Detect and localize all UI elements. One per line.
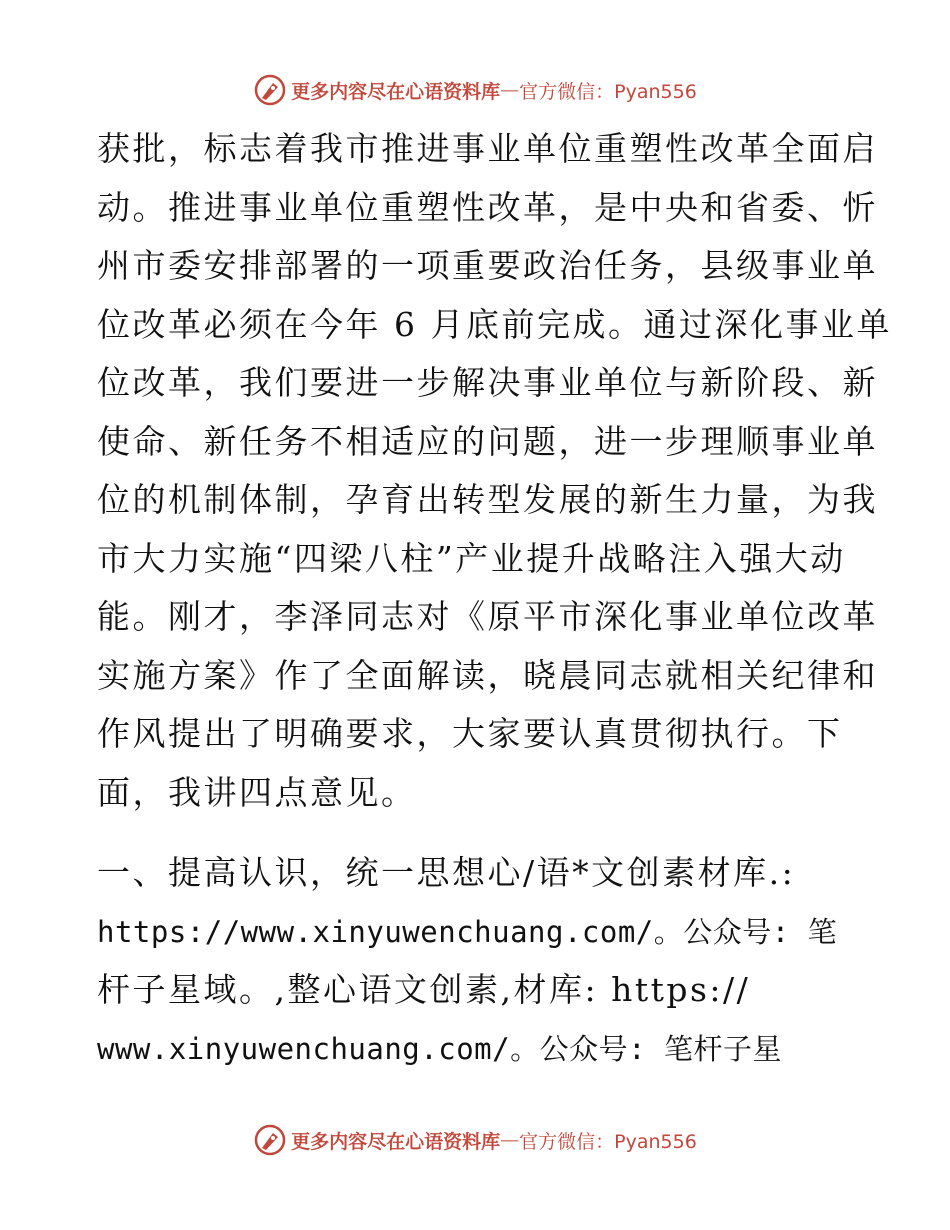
section-heading-line: 一、提高认识，统一思想心/语*文创素材库.: xyxy=(97,853,796,892)
text-line: 市大力实施“四梁八柱”产业提升战略注入强大动 xyxy=(97,538,846,578)
banner-text: 更多内容尽在心语资料库 xyxy=(291,80,501,103)
paragraph-gap xyxy=(97,822,857,844)
text-line: 位改革必须在今年 6 月底前完成。通过深化事业单 xyxy=(97,304,892,344)
text-line: 使命、新任务不相适应的问题，进一步理顺事业单 xyxy=(97,421,878,461)
text-line: 获批，标志着我市推进事业单位重塑性改革全面启 xyxy=(97,129,878,168)
banner-separator: — xyxy=(500,1129,520,1151)
text-line: 面，我讲四点意见。 xyxy=(97,772,417,812)
text-line: 杆子星域。,整心语文创素,材库: https:// xyxy=(97,970,751,1009)
pen-nib-logo-icon xyxy=(253,1123,287,1157)
footer-banner xyxy=(0,1120,950,1160)
header-banner xyxy=(0,70,950,110)
banner-wechat: 官方微信：Pyan556 xyxy=(519,1130,697,1153)
text-line: 作风提出了明确要求，大家要认真贯彻执行。下 xyxy=(97,714,843,753)
text-line: https://www.xinyuwenchuang.com/。公众号: 笔 xyxy=(97,914,838,949)
text-line: www.xinyuwenchuang.com/。公众号: 笔杆子星 xyxy=(97,1031,782,1066)
text-line: 位改革，我们要进一步解决事业单位与新阶段、新 xyxy=(97,363,878,402)
banner-separator: — xyxy=(500,79,520,101)
text-line: 能。刚才，李泽同志对《原平市深化事业单位改革 xyxy=(97,597,878,636)
text-line: 实施方案》作了全面解读，晓晨同志就相关纪律和 xyxy=(97,655,878,695)
text-line: 动。推进事业单位重塑性改革，是中央和省委、忻 xyxy=(97,187,878,227)
document-body xyxy=(97,120,892,1078)
banner-wechat: 官方微信：Pyan556 xyxy=(519,80,697,103)
text-line: 州市委安排部署的一项重要政治任务，县级事业单 xyxy=(97,246,878,285)
text-line: 位的机制体制，孕育出转型发展的新生力量，为我 xyxy=(97,480,878,519)
banner-text: 更多内容尽在心语资料库 xyxy=(291,1130,501,1153)
pen-nib-logo-icon xyxy=(253,73,287,107)
